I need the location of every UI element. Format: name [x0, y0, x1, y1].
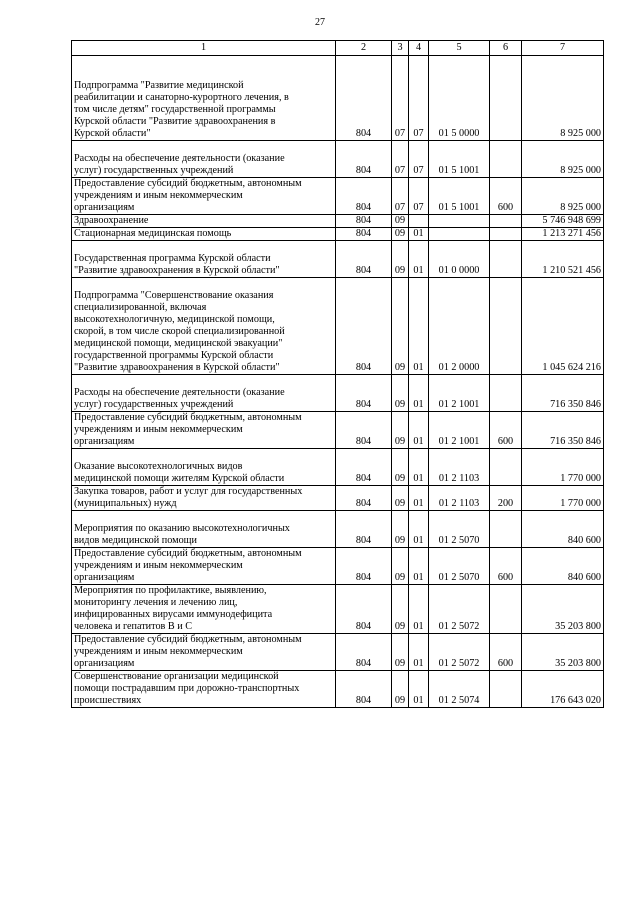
target-article-cell: 01 0 0000 [429, 241, 490, 278]
row-name-line: Оказание высокотехнологичных видов [74, 461, 243, 472]
row-name-cell [72, 141, 336, 178]
header-cell-amount: 7 [522, 41, 604, 56]
expense-type-cell: 600 [490, 412, 522, 449]
ministry-code-cell: 804 [336, 228, 392, 241]
row-name-line: специализированной, включая [74, 302, 207, 313]
expense-type-cell [490, 241, 522, 278]
row-name-cell [72, 215, 336, 228]
ministry-code-cell: 804 [336, 671, 392, 708]
amount-cell: 1 210 521 456 [522, 241, 604, 278]
table-row [72, 511, 604, 548]
table-row [72, 375, 604, 412]
subsection-code-cell: 01 [409, 241, 429, 278]
header-cell-target: 5 [429, 41, 490, 56]
row-name-cell [72, 585, 336, 634]
header-cell-subsection: 4 [409, 41, 429, 56]
expense-type-cell: 200 [490, 486, 522, 511]
subsection-code-cell: 01 [409, 412, 429, 449]
row-name-line: человека и гепатитов В и С [74, 621, 193, 632]
header-cell-type: 6 [490, 41, 522, 56]
table-row [72, 178, 604, 215]
ministry-code-cell: 804 [336, 449, 392, 486]
ministry-code-cell: 804 [336, 178, 392, 215]
section-code-cell: 09 [392, 375, 409, 412]
ministry-code-cell: 804 [336, 412, 392, 449]
expense-type-cell [490, 228, 522, 241]
expense-type-cell: 600 [490, 634, 522, 671]
row-name-cell [72, 548, 336, 585]
spacer [74, 56, 333, 68]
row-name-line: реабилитации и санаторно-курортного лечения, в [74, 92, 289, 103]
row-name-line: мониторингу лечения и лечению лиц, [74, 597, 238, 608]
row-name-cell [72, 449, 336, 486]
table-row [72, 585, 604, 634]
spacer [74, 241, 333, 253]
table-row [72, 634, 604, 671]
row-name-line: Совершенствование организации медицинской [74, 671, 279, 682]
row-name-line: скорой, в том числе скорой специализированной [74, 326, 285, 337]
target-article-cell [429, 215, 490, 228]
ministry-code-cell: 804 [336, 141, 392, 178]
target-article-cell [429, 228, 490, 241]
row-name-line: учреждениям и иным некоммерческим [74, 646, 243, 657]
row-name-line: высокотехнологичную, медицинской помощи, [74, 314, 275, 325]
subsection-code-cell: 01 [409, 548, 429, 585]
spacer [74, 141, 333, 153]
row-name-cell [72, 228, 336, 241]
amount-cell: 5 746 948 699 [522, 215, 604, 228]
target-article-cell: 01 5 1001 [429, 178, 490, 215]
header-cell-ministry: 2 [336, 41, 392, 56]
spacer [74, 449, 333, 461]
row-name-line: государственной программы Курской области [74, 350, 274, 361]
expense-type-cell [490, 585, 522, 634]
row-name-line: Предоставление субсидий бюджетным, автономным [74, 412, 302, 423]
section-code-cell: 07 [392, 56, 409, 141]
expense-type-cell [490, 141, 522, 178]
page-number: 27 [315, 17, 325, 28]
row-name-line: Здравоохранение [74, 215, 149, 226]
target-article-cell: 01 2 5070 [429, 548, 490, 585]
target-article-cell: 01 5 1001 [429, 141, 490, 178]
subsection-code-cell: 01 [409, 449, 429, 486]
table-row [72, 671, 604, 708]
row-name-line: Мероприятия по профилактике, выявлению, [74, 585, 267, 596]
row-name-line: Государственная программа Курской области [74, 253, 271, 264]
expense-type-cell: 600 [490, 548, 522, 585]
target-article-cell: 01 2 1001 [429, 375, 490, 412]
row-name-cell [72, 56, 336, 141]
row-name-line: организациям [74, 658, 135, 669]
subsection-code-cell: 01 [409, 278, 429, 375]
row-name-cell [72, 671, 336, 708]
table-row [72, 228, 604, 241]
row-name-line: медицинской помощи, медицинской эвакуации" [74, 338, 283, 349]
row-name-cell [72, 486, 336, 511]
amount-cell: 840 600 [522, 548, 604, 585]
row-name-line: учреждениям и иным некоммерческим [74, 424, 243, 435]
row-name-line: учреждениям и иным некоммерческим [74, 190, 243, 201]
row-name-cell [72, 511, 336, 548]
section-code-cell: 07 [392, 178, 409, 215]
section-code-cell: 09 [392, 511, 409, 548]
row-name-line: Предоставление субсидий бюджетным, автономным [74, 548, 302, 559]
row-name-line: услуг) государственных учреждений [74, 165, 234, 176]
row-name-line: помощи пострадавшим при дорожно-транспортных [74, 683, 300, 694]
table-row [72, 449, 604, 486]
row-name-line: организациям [74, 202, 135, 213]
amount-cell: 8 925 000 [522, 56, 604, 141]
subsection-code-cell: 07 [409, 56, 429, 141]
row-name-line: медицинской помощи жителям Курской области [74, 473, 285, 484]
spacer [74, 278, 333, 290]
row-name-line: Подпрограмма "Совершенствование оказания [74, 290, 274, 301]
table-row [72, 141, 604, 178]
section-code-cell: 09 [392, 634, 409, 671]
subsection-code-cell: 01 [409, 585, 429, 634]
row-name-line: Закупка товаров, работ и услуг для государственных [74, 486, 303, 497]
subsection-code-cell: 01 [409, 511, 429, 548]
subsection-code-cell [409, 215, 429, 228]
amount-cell: 1 770 000 [522, 486, 604, 511]
table-row [72, 215, 604, 228]
target-article-cell: 01 2 5070 [429, 511, 490, 548]
table-row [72, 412, 604, 449]
amount-cell: 176 643 020 [522, 671, 604, 708]
row-name-line: Предоставление субсидий бюджетным, автономным [74, 634, 302, 645]
row-name-line: Расходы на обеспечение деятельности (оказание [74, 153, 285, 164]
spacer [74, 375, 333, 387]
row-name-line: происшествиях [74, 695, 142, 706]
section-code-cell: 09 [392, 486, 409, 511]
row-name-cell [72, 278, 336, 375]
row-name-line: Предоставление субсидий бюджетным, автономным [74, 178, 302, 189]
amount-cell: 8 925 000 [522, 141, 604, 178]
ministry-code-cell: 804 [336, 56, 392, 141]
table-row [72, 548, 604, 585]
section-code-cell: 09 [392, 241, 409, 278]
section-code-cell: 09 [392, 449, 409, 486]
section-code-cell: 09 [392, 585, 409, 634]
section-code-cell: 09 [392, 278, 409, 375]
amount-cell: 840 600 [522, 511, 604, 548]
spacer [74, 68, 333, 80]
amount-cell: 35 203 800 [522, 634, 604, 671]
expense-type-cell [490, 671, 522, 708]
ministry-code-cell: 804 [336, 511, 392, 548]
amount-cell: 1 045 624 216 [522, 278, 604, 375]
ministry-code-cell: 804 [336, 278, 392, 375]
ministry-code-cell: 804 [336, 215, 392, 228]
row-name-line: Курской области" [74, 128, 151, 139]
header-cell-section: 3 [392, 41, 409, 56]
row-name-cell [72, 412, 336, 449]
amount-cell: 1 213 271 456 [522, 228, 604, 241]
expense-type-cell [490, 278, 522, 375]
section-code-cell: 09 [392, 215, 409, 228]
ministry-code-cell: 804 [336, 585, 392, 634]
ministry-code-cell: 804 [336, 634, 392, 671]
header-row [72, 41, 604, 56]
budget-table [71, 40, 604, 708]
row-name-line: учреждениям и иным некоммерческим [74, 560, 243, 571]
spacer [74, 511, 333, 523]
ministry-code-cell: 804 [336, 486, 392, 511]
row-name-line: (муниципальных) нужд [74, 498, 177, 509]
target-article-cell: 01 5 0000 [429, 56, 490, 141]
subsection-code-cell: 01 [409, 671, 429, 708]
section-code-cell: 09 [392, 228, 409, 241]
section-code-cell: 09 [392, 671, 409, 708]
expense-type-cell [490, 56, 522, 141]
row-name-line: услуг) государственных учреждений [74, 399, 234, 410]
subsection-code-cell: 07 [409, 178, 429, 215]
row-name-line: видов медицинской помощи [74, 535, 197, 546]
subsection-code-cell: 07 [409, 141, 429, 178]
table-row [72, 278, 604, 375]
target-article-cell: 01 2 5072 [429, 585, 490, 634]
subsection-code-cell: 01 [409, 228, 429, 241]
row-name-cell [72, 375, 336, 412]
ministry-code-cell: 804 [336, 375, 392, 412]
row-name-line: Стационарная медицинская помощь [74, 228, 232, 239]
amount-cell: 716 350 846 [522, 375, 604, 412]
row-name-line: том числе детям" государственной программы [74, 104, 276, 115]
row-name-line: инфицированных вирусами иммунодефицита [74, 609, 273, 620]
expense-type-cell [490, 375, 522, 412]
subsection-code-cell: 01 [409, 375, 429, 412]
row-name-line: организациям [74, 436, 135, 447]
row-name-cell [72, 241, 336, 278]
expense-type-cell [490, 511, 522, 548]
section-code-cell: 09 [392, 412, 409, 449]
target-article-cell: 01 2 1103 [429, 449, 490, 486]
expense-type-cell [490, 215, 522, 228]
target-article-cell: 01 2 5074 [429, 671, 490, 708]
amount-cell: 716 350 846 [522, 412, 604, 449]
expense-type-cell [490, 449, 522, 486]
row-name-line: Подпрограмма "Развитие медицинской [74, 80, 244, 91]
ministry-code-cell: 804 [336, 241, 392, 278]
amount-cell: 35 203 800 [522, 585, 604, 634]
row-name-line: организациям [74, 572, 135, 583]
section-code-cell: 07 [392, 141, 409, 178]
amount-cell: 8 925 000 [522, 178, 604, 215]
target-article-cell: 01 2 1103 [429, 486, 490, 511]
header-cell-name: 1 [72, 41, 336, 56]
amount-cell: 1 770 000 [522, 449, 604, 486]
row-name-line: Курской области "Развитие здравоохранения в [74, 116, 276, 127]
row-name-line: "Развитие здравоохранения в Курской области" [74, 265, 280, 276]
row-name-line: Мероприятия по оказанию высокотехнологичных [74, 523, 290, 534]
subsection-code-cell: 01 [409, 634, 429, 671]
table-row [72, 241, 604, 278]
section-code-cell: 09 [392, 548, 409, 585]
table-row [72, 486, 604, 511]
row-name-cell [72, 634, 336, 671]
row-name-cell [72, 178, 336, 215]
target-article-cell: 01 2 1001 [429, 412, 490, 449]
table-row [72, 56, 604, 141]
expense-type-cell: 600 [490, 178, 522, 215]
target-article-cell: 01 2 0000 [429, 278, 490, 375]
ministry-code-cell: 804 [336, 548, 392, 585]
row-name-line: Расходы на обеспечение деятельности (оказание [74, 387, 285, 398]
target-article-cell: 01 2 5072 [429, 634, 490, 671]
row-name-line: "Развитие здравоохранения в Курской области" [74, 362, 280, 373]
subsection-code-cell: 01 [409, 486, 429, 511]
